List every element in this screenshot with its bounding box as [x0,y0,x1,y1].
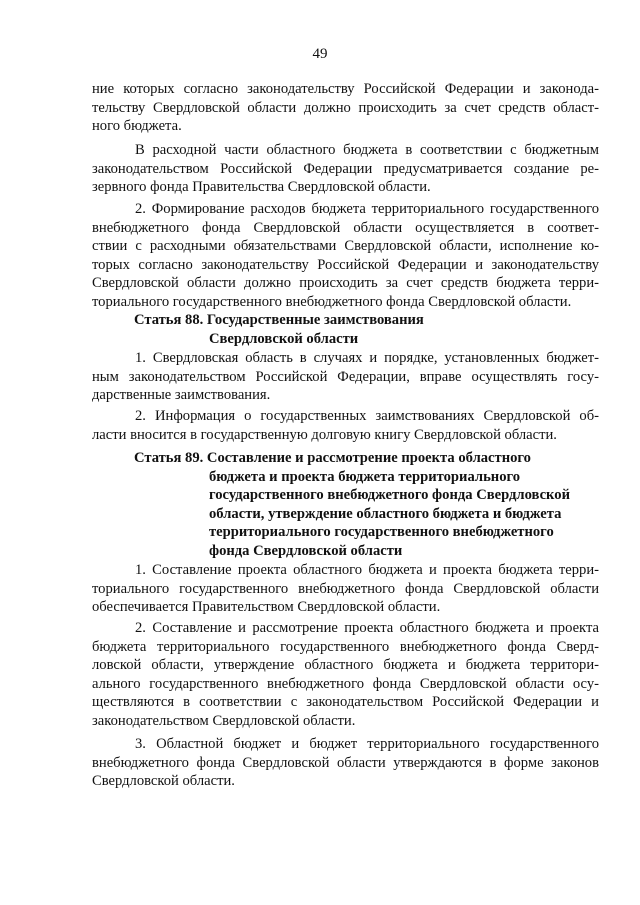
article-88-heading [134,311,424,348]
paragraph [92,80,599,136]
paragraph [92,619,599,731]
heading-line: области, утверждение областного бюджета и бюджета [209,505,562,522]
text-line: ласти вносится в государственную долговую книгу Свердловской области. [92,426,557,443]
text-line: ствии с расходными обязательствами Свердловской области, исполнение ко- [92,238,599,255]
paragraph [92,561,599,617]
article-89-heading [134,449,570,561]
text-line: внебюджетного фонда Свердловской области осуществляется в соответ- [92,219,599,236]
text-line: ным законодательством Российской Федерации, вправе осуществлять госу- [92,368,599,385]
text-line: 2. Формирование расходов бюджета территориального государственного [135,201,599,217]
paragraph [92,141,599,197]
text-line: ловской области, утверждение областного бюджета и бюджета территори- [92,657,599,674]
text-line: ального государственного внебюджетного фонда Свердловской области осу- [92,675,599,692]
text-line: 3. Областной бюджет и бюджет территориального государственного [135,736,599,752]
heading-line: фонда Свердловской области [209,542,403,559]
text-line: 2. Составление и рассмотрение проекта областного бюджета и проекта [135,620,599,636]
text-line: Свердловской области должно происходить за счет средств бюджета терри- [92,275,599,292]
text-line: обеспечивается Правительством Свердловской области. [92,599,441,616]
text-line: ториального государственного внебюджетного фонда Свердловской области [92,580,599,597]
paragraph [92,407,599,444]
paragraph [92,735,599,791]
text-line: Свердловской области. [92,773,235,790]
text-line: ществляются в соответствии с законодательством Российской Федерации и [92,694,599,711]
text-line: внебюджетного фонда Свердловской области утверждаются в форме законов [92,754,599,771]
heading-line: территориального государственного внебюджетного [209,524,554,541]
paragraph [92,349,599,405]
text-line: бюджета территориального государственного внебюджетного фонда Сверд- [92,638,599,655]
text-line: зервного фонда Правительства Свердловской области. [92,179,431,196]
page-number: 49 [312,46,328,62]
heading-line: Свердловской области [209,330,359,347]
heading-line: Статья 88. Государственные заимствования [134,312,424,328]
text-line: В расходной части областного бюджета в соответствии с бюджетным [135,142,599,158]
text-line: 1. Свердловская область в случаях и порядке, установленных бюджет- [135,350,599,366]
text-line: торых согласно законодательству Российской Федерации и законодательству [92,256,599,273]
text-line: 1. Составление проекта областного бюджета и проекта бюджета терри- [135,562,599,578]
text-line: 2. Информация о государственных заимствованиях Свердловской об- [135,408,599,424]
text-line: ние которых согласно законодательству Российской Федерации и законода- [92,81,599,97]
text-line: законодательством Российской Федерации предусматривается создание ре- [92,160,599,177]
heading-line: бюджета и проекта бюджета территориального [209,468,521,485]
heading-line: государственного внебюджетного фонда Свердловской [209,487,570,504]
text-line: тельству Свердловской области должно происходить за счет средств област- [92,99,599,116]
text-line: ного бюджета. [92,118,182,135]
heading-line: Статья 89. Составление и рассмотрение проекта областного [134,450,531,466]
paragraph [92,200,599,312]
text-line: законодательством Свердловской области. [92,712,356,729]
text-line: дарственные заимствования. [92,387,271,404]
text-line: ториального государственного внебюджетного фонда Свердловской области. [92,293,572,310]
